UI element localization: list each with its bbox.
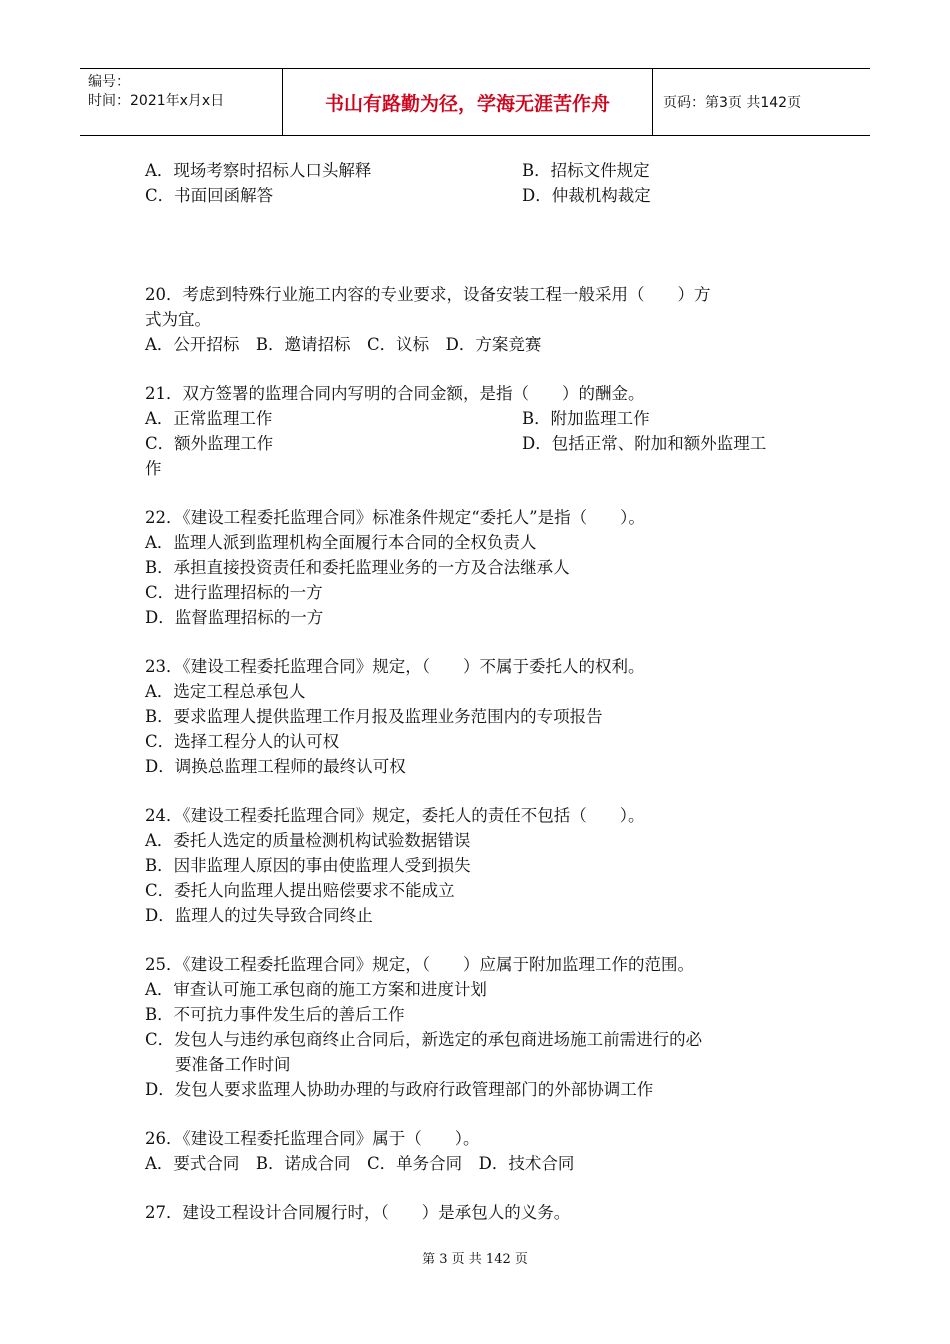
document-number-label: 编号： bbox=[88, 74, 130, 90]
q21-option-b: B．附加监理工作 bbox=[522, 409, 650, 428]
q25-stem: 25．《建设工程委托监理合同》规定，（ ）应属于附加监理工作的范围。 bbox=[145, 955, 694, 974]
q22-option-d: D．监督监理招标的一方 bbox=[145, 608, 324, 627]
q22-option-c: C．进行监理招标的一方 bbox=[145, 583, 323, 602]
q27-stem: 27．建设工程设计合同履行时，（ ）是承包人的义务。 bbox=[145, 1203, 571, 1222]
q20-stem: 20．考虑到特殊行业施工内容的专业要求，设备安装工程一般采用（ ）方 bbox=[145, 285, 711, 304]
document-date: 时间：2021年x月x日 bbox=[88, 93, 225, 109]
header-motto: 书山有路勤为径，学海无涯苦作舟 bbox=[283, 69, 653, 135]
q26-stem: 26．《建设工程委托监理合同》属于（ ）。 bbox=[145, 1129, 480, 1148]
q22-stem: 22．《建设工程委托监理合同》标准条件规定“委托人”是指（ ）。 bbox=[145, 508, 645, 527]
q21-option-a: A．正常监理工作 bbox=[145, 409, 273, 428]
q25-option-c-continued: 要准备工作时间 bbox=[175, 1055, 291, 1074]
q25-option-a: A．审查认可施工承包商的施工方案和进度计划 bbox=[145, 980, 487, 999]
q25-option-d: D．发包人要求监理人协助办理的与政府行政管理部门的外部协调工作 bbox=[145, 1080, 654, 1099]
page-footer: 第 3 页 共 142 页 bbox=[422, 1252, 528, 1267]
q21-options-row-1 bbox=[145, 406, 810, 431]
q24-option-d: D．监理人的过失导致合同终止 bbox=[145, 906, 373, 925]
q23-stem: 23．《建设工程委托监理合同》规定，（ ）不属于委托人的权利。 bbox=[145, 657, 645, 676]
q21-options-row-2 bbox=[145, 431, 810, 456]
question-25 bbox=[145, 952, 810, 1102]
q25-option-b: B．不可抗力事件发生后的善后工作 bbox=[145, 1005, 405, 1024]
q23-option-b: B．要求监理人提供监理工作月报及监理业务范围内的专项报告 bbox=[145, 707, 603, 726]
question-19-options-row-1 bbox=[145, 158, 810, 183]
question-24 bbox=[145, 803, 810, 928]
question-26 bbox=[145, 1126, 810, 1176]
q21-option-c: C．额外监理工作 bbox=[145, 434, 274, 453]
q22-option-b: B．承担直接投资责任和委托监理业务的一方及合法继承人 bbox=[145, 558, 570, 577]
q19-option-b: B．招标文件规定 bbox=[522, 161, 650, 180]
q19-option-a: A．现场考察时招标人口头解释 bbox=[145, 161, 372, 180]
q24-option-b: B．因非监理人原因的事由使监理人受到损失 bbox=[145, 856, 471, 875]
q23-option-a: A．选定工程总承包人 bbox=[145, 682, 306, 701]
q25-option-c: C．发包人与违约承包商终止合同后，新选定的承包商进场施工前需进行的必 bbox=[145, 1030, 703, 1049]
header-page-number: 页码：第3页 共142页 bbox=[663, 95, 802, 111]
q24-option-c: C．委托人向监理人提出赔偿要求不能成立 bbox=[145, 881, 455, 900]
q20-options: A．公开招标 B．邀请招标 C．议标 D．方案竞赛 bbox=[145, 335, 542, 354]
question-19-options-row-2 bbox=[145, 183, 810, 208]
question-27 bbox=[145, 1200, 810, 1225]
page-header bbox=[80, 68, 870, 136]
q19-option-d: D．仲裁机构裁定 bbox=[522, 186, 651, 205]
q21-option-d-continued: 作 bbox=[145, 459, 162, 478]
q21-stem: 21．双方签署的监理合同内写明的合同金额，是指（ ）的酬金。 bbox=[145, 384, 645, 403]
q24-option-a: A．委托人选定的质量检测机构试验数据错误 bbox=[145, 831, 471, 850]
q23-option-c: C．选择工程分人的认可权 bbox=[145, 732, 340, 751]
question-21 bbox=[145, 381, 810, 481]
q22-option-a: A．监理人派到监理机构全面履行本合同的全权负责人 bbox=[145, 533, 537, 552]
document-body bbox=[145, 158, 810, 1225]
q24-stem: 24．《建设工程委托监理合同》规定，委托人的责任不包括（ ）。 bbox=[145, 806, 645, 825]
question-20 bbox=[145, 282, 810, 357]
q20-stem-continued: 式为宜。 bbox=[145, 310, 211, 329]
q19-option-c: C．书面回函解答 bbox=[145, 186, 274, 205]
q26-options: A．要式合同 B．诺成合同 C．单务合同 D．技术合同 bbox=[145, 1154, 575, 1173]
q21-option-d: D．包括正常、附加和额外监理工 bbox=[522, 434, 767, 453]
question-22 bbox=[145, 505, 810, 630]
header-meta bbox=[80, 69, 283, 135]
q23-option-d: D．调换总监理工程师的最终认可权 bbox=[145, 757, 406, 776]
question-23 bbox=[145, 654, 810, 779]
